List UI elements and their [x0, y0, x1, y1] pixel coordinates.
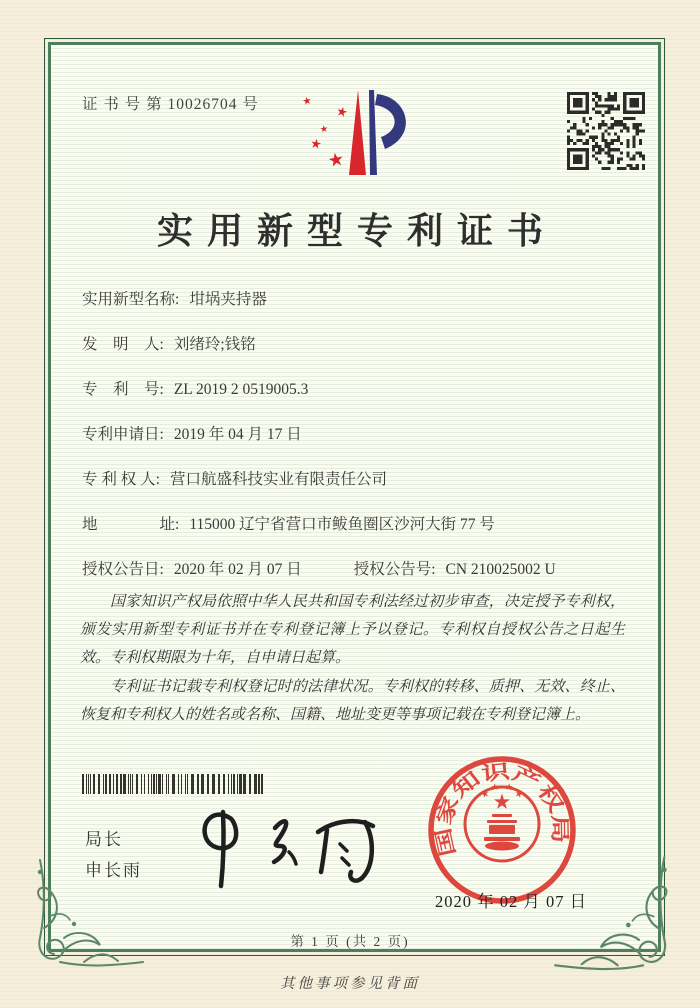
field-value: 2019 年 04 月 17 日 — [173, 426, 302, 443]
field-label: 地 址: — [82, 516, 180, 533]
field-value: ZL 2019 2 0519005.3 — [173, 381, 309, 398]
field-label: 专 利 号: — [82, 381, 164, 398]
field-label: 授权公告日: — [82, 561, 164, 578]
field-row-inventor — [82, 334, 627, 379]
field-row-name — [82, 289, 627, 334]
qr-code — [567, 92, 645, 170]
legal-text — [80, 588, 625, 729]
field-value: 坩埚夹持器 — [189, 291, 267, 308]
official-name: 申长雨 — [85, 861, 142, 880]
certificate-title: 实用新型专利证书 — [156, 211, 557, 251]
barcode — [82, 774, 268, 794]
national-emblem-icon — [465, 783, 539, 861]
field-row-address — [82, 514, 627, 559]
field-label: 专 利 权 人: — [82, 471, 160, 488]
field-list — [82, 289, 627, 604]
grant-number-value: CN 210025002 U — [445, 561, 556, 578]
back-note: 其他事项参见背面 — [280, 976, 420, 992]
certificate-number: 证 书 号 第 10026704 号 — [82, 96, 259, 113]
seal-date: 2020 年 02 月 07 日 — [435, 892, 588, 911]
cnipa-logo-icon — [287, 85, 413, 191]
field-row-patentee — [82, 469, 627, 514]
signature-icon — [192, 806, 397, 890]
field-row-filing-date — [82, 424, 627, 469]
field-label: 发 明 人: — [82, 336, 164, 353]
field-row-patent-no — [82, 379, 627, 424]
legal-paragraph-2: 专利证书记载专利权登记时的法律状况。专利权的转移、质押、无效、终止、恢复和专利权人的姓名或名称、国籍、地址变更等事项记载在专利登记簿上。 — [80, 678, 625, 723]
field-value: 刘绪玲;钱铭 — [173, 336, 256, 353]
corner-flourish-right-icon — [553, 855, 675, 977]
field-value: 营口航盛科技实业有限责任公司 — [169, 471, 387, 488]
legal-paragraph-1: 国家知识产权局依照中华人民共和国专利法经过初步审查，决定授予专利权，颁发实用新型专利证书并在专利登记簿上予以登记。专利权自授权公告之日起生效。专利权期限为十年，自申请日起算。 — [80, 594, 625, 667]
seal-ring-text: 国家知识产权局 — [433, 761, 571, 859]
field-label: 专利申请日: — [82, 426, 164, 443]
corner-flourish-left-icon — [30, 858, 145, 973]
page-indicator: 第 1 页 (共 2 页) — [290, 934, 410, 949]
grant-number-label: 授权公告号: — [353, 561, 436, 578]
field-label: 实用新型名称: — [82, 291, 180, 308]
official-title: 局长 — [85, 830, 123, 849]
field-value: 2020 年 02 月 07 日 — [173, 561, 302, 578]
field-value: 115000 辽宁省营口市鲅鱼圈区沙河大街 77 号 — [189, 516, 495, 533]
